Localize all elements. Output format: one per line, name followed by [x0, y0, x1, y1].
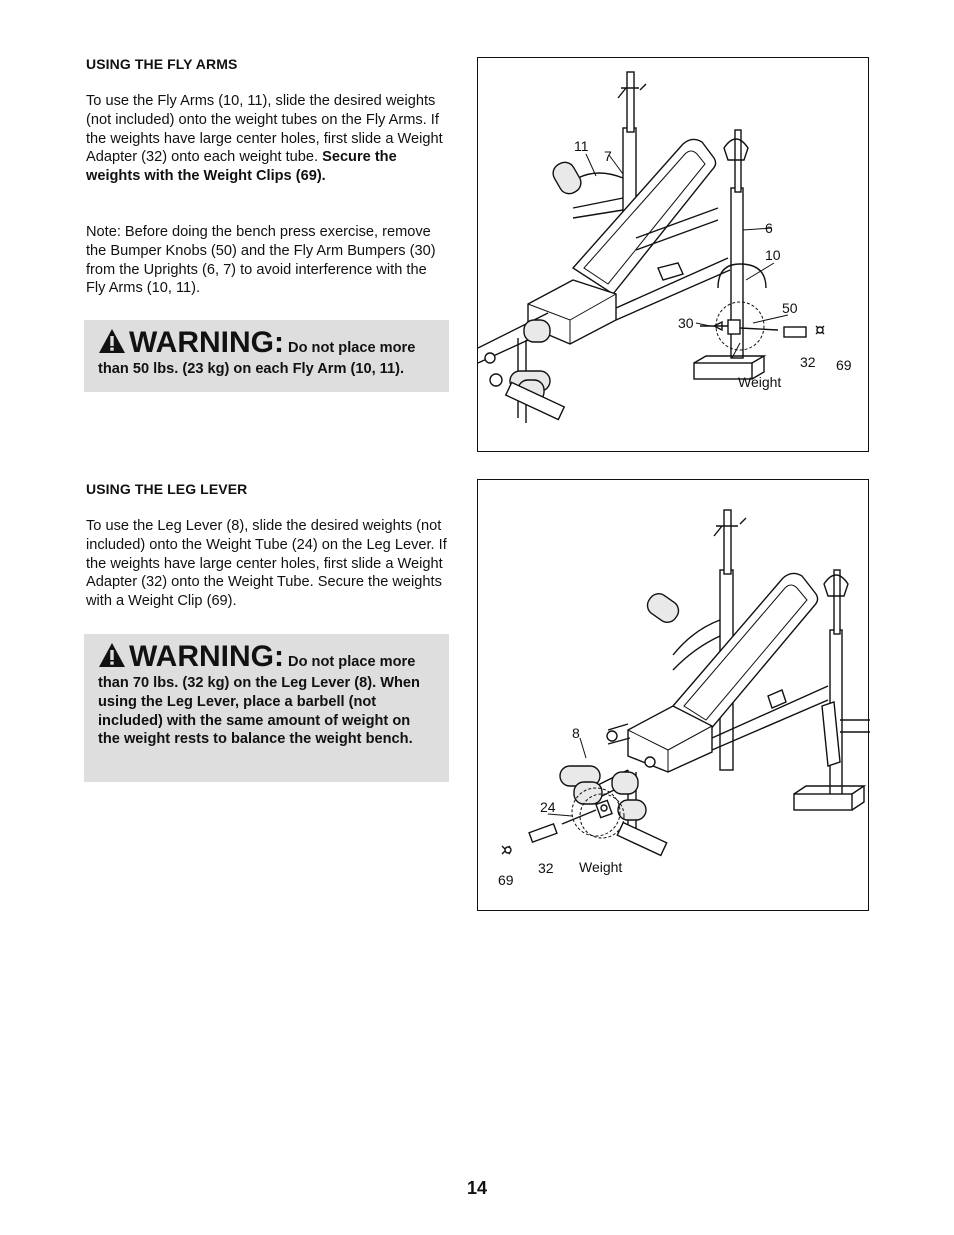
- label-32: 32: [538, 860, 554, 876]
- label-7: 7: [604, 148, 612, 164]
- label-69: 69: [498, 872, 514, 888]
- label-11: 11: [574, 138, 589, 154]
- warning-text: Do not place more than 70 lbs. (32 kg) on the Leg Lever (8). When using the Leg Lever, place a barbell (not included) with the same amount of weight on the weight rests to balance the weight bench.: [98, 654, 420, 748]
- warning-triangle-icon: [98, 642, 126, 668]
- label-30: 30: [678, 315, 694, 331]
- warning-title: WARNING:: [129, 640, 284, 673]
- warning-text: Do not place more than 50 lbs. (23 kg) on each Fly Arm (10, 11).: [98, 340, 416, 377]
- fly-arms-instructions: [86, 92, 450, 186]
- label-69: 69: [836, 357, 852, 373]
- page-number: 14: [466, 1178, 488, 1198]
- rear-base: [794, 786, 864, 810]
- fly-arms-diagram: [477, 57, 869, 452]
- fly-arms-instructions-text: To use the Fly Arms (10, 11), slide the desired weights (not included) onto the weight tubes on the Fly Arms. If the weights have large center holes, first slide a Weight Adapter (32) onto each weight tube.: [86, 93, 443, 166]
- leg-lever-weight-assembly: [502, 788, 624, 854]
- fly-arm-assembly: [700, 264, 824, 350]
- label-24: 24: [540, 799, 556, 815]
- leg-lever-diagram: [477, 479, 869, 911]
- label-50: 50: [782, 300, 798, 316]
- label-32: 32: [800, 354, 816, 370]
- fly-arms-note: Note: Before doing the bench press exercise, remove the Bumper Knobs (50) and the Fly Arm Bumpers (30) from the Uprights (6, 7) to avoid interference with the Fly Arms (10, 11).: [86, 224, 436, 297]
- warning-box-leg-lever: [84, 634, 449, 782]
- section-heading-leg-lever: USING THE LEG LEVER: [86, 481, 248, 497]
- label-weight: Weight: [579, 859, 623, 875]
- label-10: 10: [765, 247, 781, 263]
- label-6: 6: [765, 220, 773, 236]
- warning-box-fly-arms: [84, 320, 449, 392]
- label-8: 8: [572, 725, 580, 741]
- fly-arms-instructions-bold: Secure the weights with the Weight Clips (69).: [86, 149, 397, 185]
- section-heading-fly-arms: USING THE FLY ARMS: [86, 56, 238, 72]
- leg-lever-instructions: To use the Leg Lever (8), slide the desired weights (not included) onto the Weight Tube (24) on the Leg Lever. If the weights have large center holes, first slide a Weight Adapter (32) onto the Weight Tube. Secure the weights with a Weight Clip (69).: [86, 518, 447, 610]
- label-weight: Weight: [738, 374, 782, 390]
- warning-title: WARNING:: [129, 326, 284, 359]
- warning-triangle-icon: [98, 328, 126, 354]
